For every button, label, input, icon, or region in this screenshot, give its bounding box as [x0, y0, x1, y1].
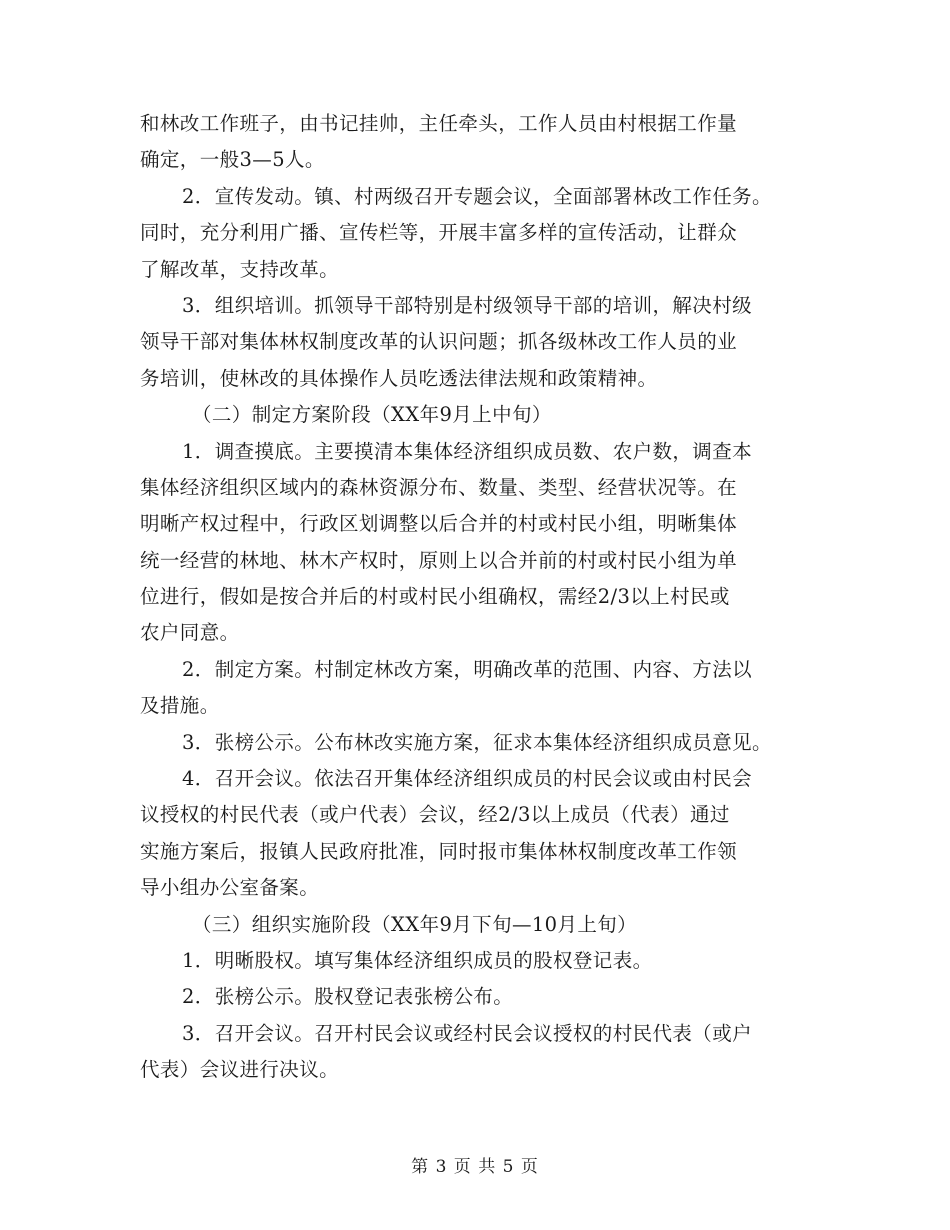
text-line: 位进行，假如是按合并后的村或村民小组确权，需经2/3以上村民或 — [140, 585, 730, 609]
text-line: 确定，一般3—5人。 — [140, 148, 325, 172]
document-body — [140, 106, 830, 1089]
text-line: 导小组办公室备案。 — [140, 876, 320, 900]
text-line: 务培训，使林改的具体操作人员吃透法律法规和政策精神。 — [140, 366, 658, 390]
text-line: 3．组织培训。抓领导干部特别是村级领导干部的培训，解决村级 — [182, 293, 753, 317]
text-line: 代表）会议进行决议。 — [140, 1058, 340, 1082]
text-line: 2．宣传发动。镇、村两级召开专题会议，全面部署林改工作任务。 — [182, 184, 772, 208]
text-line: 3．张榜公示。公布林改实施方案，征求本集体经济组织成员意见。 — [182, 730, 772, 754]
text-line: （二）制定方案阶段（XX年9月上中旬） — [192, 403, 552, 427]
text-line: 2．张榜公示。股权登记表张榜公布。 — [182, 985, 514, 1009]
text-line: 明晰产权过程中，行政区划调整以后合并的村或村民小组，明晰集体 — [140, 512, 738, 536]
text-line: 实施方案后，报镇人民政府批准，同时报市集体林权制度改革工作领 — [140, 839, 738, 863]
text-line: 议授权的村民代表（或户代表）会议，经2/3以上成员（代表）通过 — [140, 803, 730, 827]
text-line: 3．召开会议。召开村民会议或经村民会议授权的村民代表（或户 — [182, 1021, 753, 1045]
page-footer: 第 3 页 共 5 页 — [411, 1157, 539, 1177]
text-line: 4．召开会议。依法召开集体经济组织成员的村民会议或由村民会 — [182, 767, 753, 791]
text-line: 2．制定方案。村制定林改方案，明确改革的范围、内容、方法以 — [182, 657, 753, 681]
text-line: 1．调查摸底。主要摸清本集体经济组织成员数、农户数，调查本 — [182, 439, 753, 463]
text-line: 同时，充分利用广播、宣传栏等，开展丰富多样的宣传活动，让群众 — [140, 221, 738, 245]
text-line: 了解改革，支持改革。 — [140, 257, 340, 281]
text-line: 1．明晰股权。填写集体经济组织成员的股权登记表。 — [182, 948, 653, 972]
text-line: 和林改工作班子，由书记挂帅，主任牵头，工作人员由村根据工作量 — [140, 112, 738, 135]
text-line: 农户同意。 — [140, 621, 240, 645]
text-line: （三）组织实施阶段（XX年9月下旬—10月上旬） — [192, 912, 638, 936]
text-line: 领导干部对集体林权制度改革的认识问题；抓各级林改工作人员的业 — [140, 330, 738, 354]
text-line: 集体经济组织区域内的森林资源分布、数量、类型、经营状况等。在 — [140, 475, 738, 499]
text-line: 及措施。 — [140, 694, 220, 718]
text-line: 统一经营的林地、林木产权时，原则上以合并前的村或村民小组为单 — [140, 548, 738, 572]
